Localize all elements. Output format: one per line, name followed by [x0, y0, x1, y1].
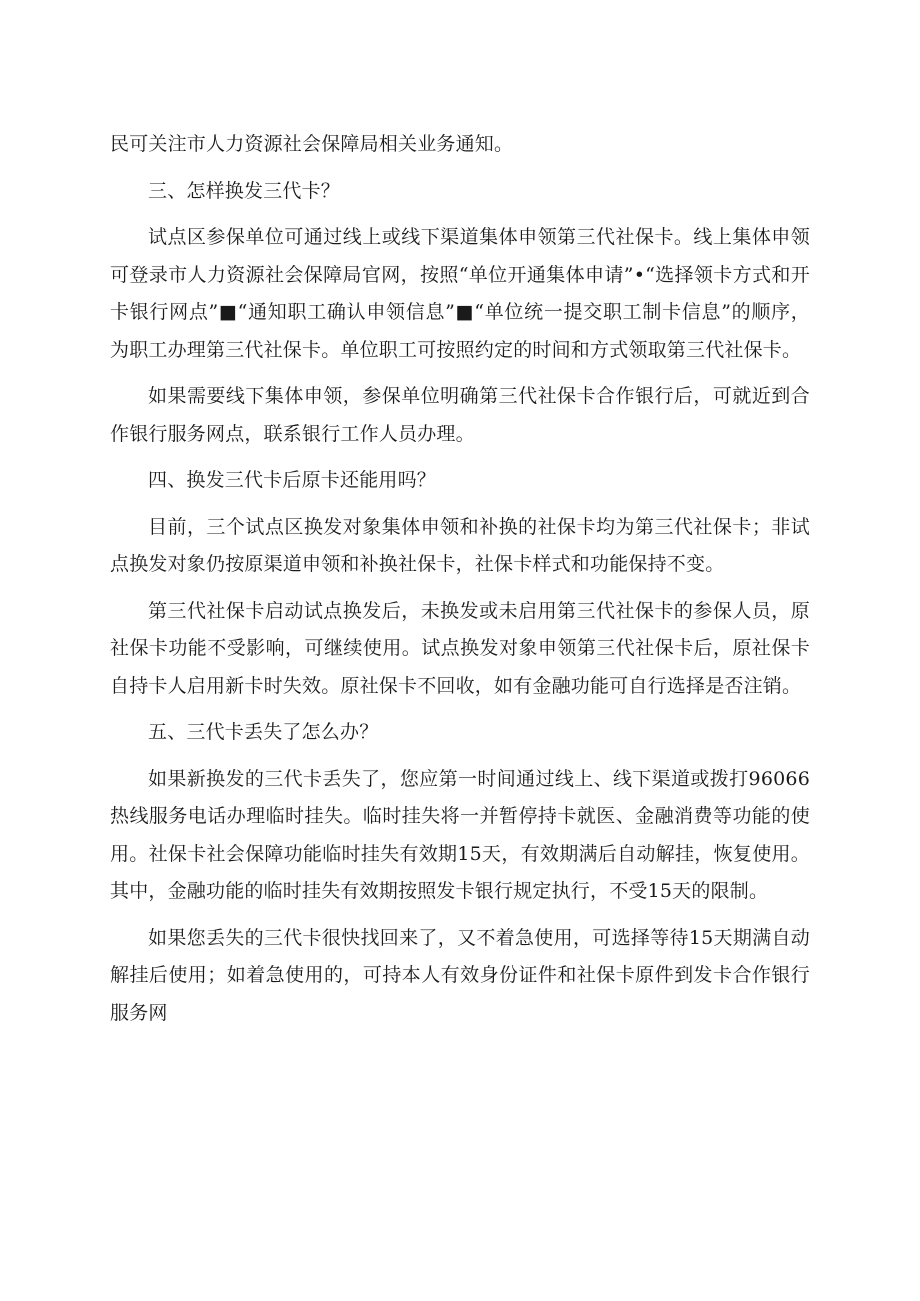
paragraph-pilot-scope: 目前，三个试点区换发对象集体申领和补换的社保卡均为第三代社保卡；非试点换发对象仍按原渠道申领和补换社保卡，社保卡样式和功能保持不变。 [110, 515, 810, 575]
paragraph-online-application: 试点区参保单位可通过线上或线下渠道集体申领第三代社保卡。线上集体申领可登录市人力资源社会保障局官网，按照“单位开通集体申请”•“选择领卡方式和开卡银行网点”■“通知职工确认申领信息”■“单位统一提交职工制卡信息”的顺序，为职工办理第三代社保卡。单位职工可按照约定的时间和方式领取第三代社保卡。 [110, 226, 810, 361]
paragraph-card-found: 如果您丢失的三代卡很快找回来了，又不着急使用，可选择等待15天期满自动解挂后使用；如着急使用的，可持本人有效身份证件和社保卡原件到发卡合作银行服务网 [110, 926, 810, 1024]
document-body [110, 126, 810, 1041]
paragraph-continuation: 民可关注市人力资源社会保障局相关业务通知。 [110, 133, 514, 155]
paragraph-old-card-validity: 第三代社保卡启动试点换发后，未换发或未启用第三代社保卡的参保人员，原社保卡功能不受影响，可继续使用。试点换发对象申领第三代社保卡后，原社保卡自持卡人启用新卡时失效。原社保卡不回收，如有金融功能可自行选择是否注销。 [110, 599, 810, 697]
section-heading-3: 三、怎样换发三代卡？ [148, 179, 341, 202]
section-heading-5: 五、三代卡丢失了怎么办？ [148, 721, 379, 743]
section-heading-4: 四、换发三代卡后原卡还能用吗？ [148, 469, 437, 491]
paragraph-lost-card: 如果新换发的三代卡丢失了，您应第一时间通过线上、线下渠道或拨打96066热线服务电话办理临时挂失。临时挂失将一并暂停持卡就医、金融消费等功能的使用。社保卡社会保障功能临时挂失有效期15天，有效期满后自动解挂，恢复使用。其中，金融功能的临时挂失有效期按照发卡银行规定执行，不受15天的限制。 [110, 767, 810, 902]
paragraph-offline-application: 如果需要线下集体申领，参保单位明确第三代社保卡合作银行后，可就近到合作银行服务网点，联系银行工作人员办理。 [110, 385, 810, 445]
